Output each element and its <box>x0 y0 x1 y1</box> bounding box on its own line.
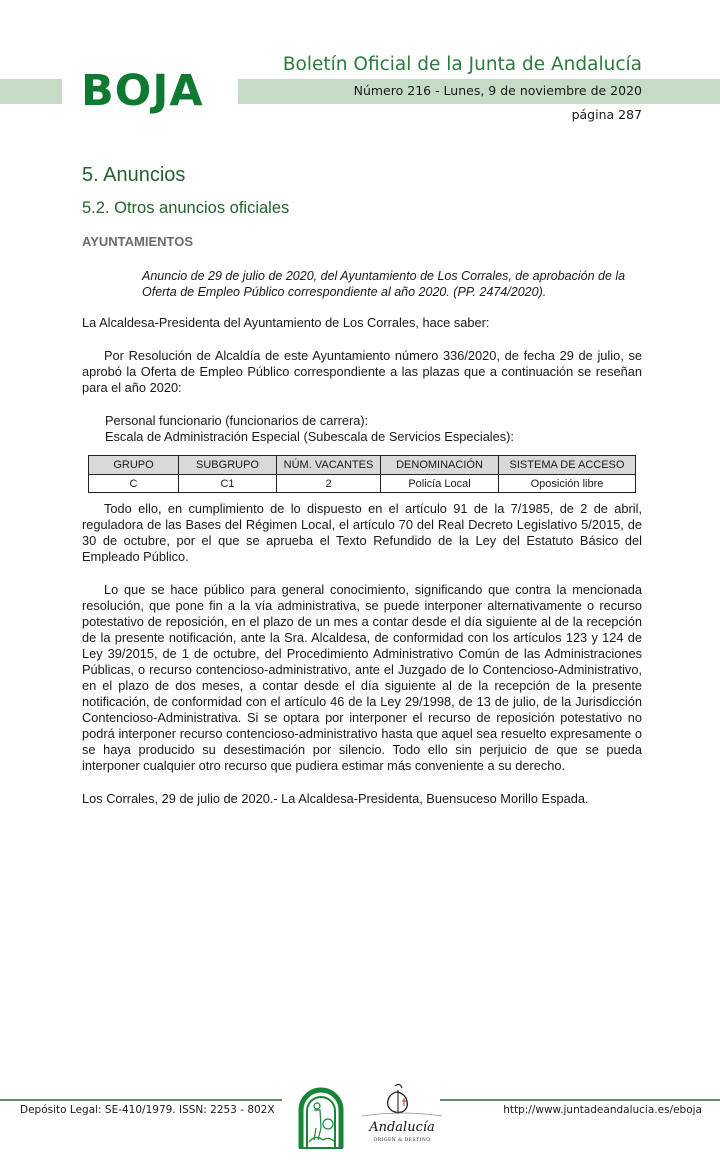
escala-line: Escala de Administración Especial (Subescala de Servicios Especiales): <box>105 429 514 444</box>
table-row <box>89 475 636 493</box>
appeals-paragraph: Lo que se hace público para general conocimiento, significando que contra la mencionada resolución, que pone fin a la vía administrativa, se puede interponer alternativamente o recurso potestativo de reposición, en el plazo de un mes a contar desde el día siguiente al de la recepción de la presente notificación, ante la Sra. Alcaldesa, de conformidad con los artículos 123 y 124 de Ley 39/2015, de 1 de octubre, del Procedimiento Administrativo Común de las Administraciones Públicas, o recurso contencioso-administrativo, ante el Juzgado de lo Contencioso-Administrativo, en el plazo de dos meses, a contar desde el día siguiente al de la recepción de la presente notificación, de conformidad con el artículo 46 de la Ley 29/1998, de 13 de julio, de la Jurisdicción Contencioso-Administrativa. Si se optara por interponer el recurso de reposición potestativo no podrá interponer recurso contencioso-administrativo hasta que aquel sea resuelto expresamente o se haya producido su desestimación por silencio. Todo ello sin perjuicio de que se pueda interponer cualquier otro recurso que pudiera estimar más conveniente a su derecho. <box>82 582 642 773</box>
page-number: página 287 <box>571 107 642 122</box>
table-header-row <box>89 456 636 475</box>
cell-vacantes: 2 <box>277 475 381 493</box>
column-header-subgrupo: SUBGRUPO <box>179 456 277 475</box>
andalucia-brand-tagline: ORIGEN & DESTINO <box>373 1138 431 1143</box>
boja-logo: BOJA <box>81 66 204 116</box>
footer-rule-left <box>0 1099 282 1101</box>
footer-url-link[interactable]: http://www.juntadeandalucia.es/eboja <box>503 1104 702 1116</box>
column-header-denominacion: DENOMINACIÓN <box>381 456 499 475</box>
cell-sistema-acceso: Oposición libre <box>499 475 636 493</box>
column-header-grupo: GRUPO <box>89 456 179 475</box>
announcement-summary: Anuncio de 29 de julio de 2020, del Ayuntamiento de Los Corrales, de aprobación de la Oferta de Empleo Público correspondiente al año 2020. (PP. 2474/2020). <box>142 269 626 299</box>
legal-deposit-text: Depósito Legal: SE-410/1979. ISSN: 2253 - 802X <box>20 1104 275 1116</box>
signature-line: Los Corrales, 29 de julio de 2020.- La Alcaldesa-Presidenta, Buensuceso Morillo Espada. <box>82 791 589 806</box>
intro-paragraph: La Alcaldesa-Presidenta del Ayuntamiento de Los Corrales, hace saber: <box>82 315 490 330</box>
category-heading: AYUNTAMIENTOS <box>82 234 193 249</box>
issue-number-date: Número 216 - Lunes, 9 de noviembre de 2020 <box>353 83 642 98</box>
subsection-title: 5.2. Otros anuncios oficiales <box>82 199 290 217</box>
cell-subgrupo: C1 <box>179 475 277 493</box>
bulletin-title: Boletín Oficial de la Junta de Andalucía <box>282 54 642 75</box>
junta-andalucia-emblem-icon <box>297 1084 345 1150</box>
column-header-vacantes: NÚM. VACANTES <box>277 456 381 475</box>
cell-grupo: C <box>89 475 179 493</box>
andalucia-brand-icon <box>358 1082 446 1122</box>
andalucia-brand-name: Andalucía <box>369 1120 435 1135</box>
footer-rule-right <box>440 1099 720 1101</box>
andalucia-brand-logo <box>358 1082 446 1154</box>
cell-denominacion: Policía Local <box>381 475 499 493</box>
column-header-sistema-acceso: SISTEMA DE ACCESO <box>499 456 636 475</box>
section-title: 5. Anuncios <box>82 164 186 186</box>
header-banner-bar-left <box>0 79 62 104</box>
legal-basis-paragraph: Todo ello, en cumplimiento de lo dispuesto en el artículo 91 de la 7/1985, de 2 de abril, reguladora de las Bases del Régimen Local, el artículo 70 del Real Decreto Legislativo 5/2015, de 30 de octubre, por el que se aprueba el Texto Refundido de la Ley del Estatuto Básico del Empleado Público. <box>82 501 642 564</box>
personal-line: Personal funcionario (funcionarios de carrera): <box>105 413 369 428</box>
vacancies-table <box>88 455 636 493</box>
resolution-paragraph: Por Resolución de Alcaldía de este Ayuntamiento número 336/2020, de fecha 29 de julio, se aprobó la Oferta de Empleo Público correspondiente a las plazas que a continuación se reseñan para el año 2020: <box>82 348 642 395</box>
document-body <box>82 160 642 807</box>
